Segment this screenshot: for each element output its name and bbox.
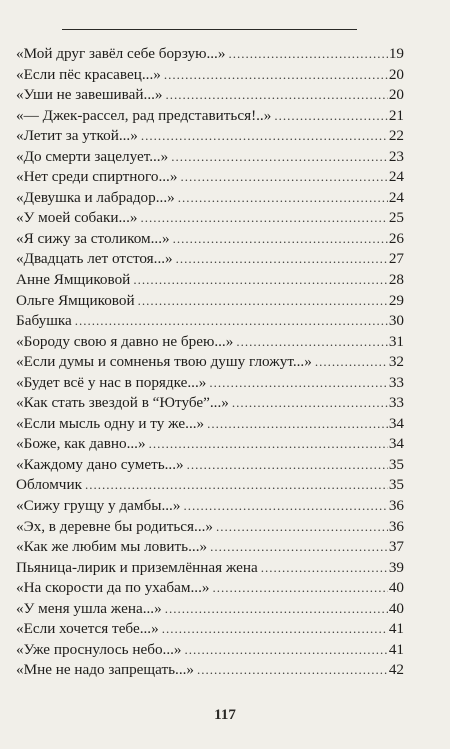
toc-entry-title: «Если пёс красавец...» (16, 65, 161, 83)
toc-entry-page: 20 (388, 65, 404, 83)
toc-entry (16, 126, 404, 147)
toc-entry (16, 455, 404, 476)
toc-entry-page: 28 (388, 271, 404, 289)
toc-entry-title: «Если хочется тебе...» (16, 620, 159, 638)
toc-entry-page: 26 (388, 229, 404, 247)
toc-entry-title: Бабушка (16, 312, 72, 330)
toc-entry (16, 475, 404, 496)
toc-entry-title: «Уже проснулось небо...» (16, 640, 182, 658)
toc-entry (16, 147, 404, 168)
toc-entry-page: 36 (388, 497, 404, 515)
toc-entry-page: 19 (388, 45, 404, 62)
dot-leader (180, 167, 387, 188)
toc-entry-page: 24 (388, 188, 404, 206)
toc-entry (16, 311, 404, 332)
toc-entry-title: «Девушка и лабрадор...» (16, 188, 175, 206)
toc-entry-page: 34 (388, 414, 404, 432)
toc-entry (16, 106, 404, 127)
toc-entry-title: «Если думы и сомненья твою душу гложут...» (16, 353, 312, 371)
toc-entry (16, 352, 404, 373)
toc-entry-page: 33 (388, 373, 404, 391)
dot-leader (141, 126, 388, 147)
dot-leader (162, 619, 388, 640)
toc-entry-page: 27 (388, 250, 404, 268)
dot-leader (176, 249, 388, 270)
toc-entry-title: «Мой друг завёл себе борзую...» (16, 45, 226, 62)
toc-entry-title: «Бороду свою я давно не брею...» (16, 332, 234, 350)
toc-entry (16, 249, 404, 270)
dot-leader (178, 188, 388, 209)
toc-entry-title: «Уши не завешивай...» (16, 86, 163, 104)
header-rule (62, 29, 357, 30)
toc-entry-page: 37 (388, 538, 404, 556)
toc-entry (16, 167, 404, 188)
toc-entry (16, 291, 404, 312)
toc-entry-title: «Я сижу за столиком...» (16, 229, 170, 247)
toc-entry-title: «Будет всё у нас в порядке...» (16, 373, 207, 391)
toc-entry-page: 39 (388, 558, 404, 576)
dot-leader (232, 393, 388, 414)
page-number: 117 (214, 707, 236, 723)
toc-entry-page: 35 (388, 455, 404, 473)
toc-entry-title: «Летит за уткой...» (16, 127, 138, 145)
toc-entry (16, 229, 404, 250)
toc-entry-title: Анне Ямщиковой (16, 271, 131, 289)
toc-entry-page: 25 (388, 209, 404, 227)
toc-entry-page: 36 (388, 517, 404, 535)
dot-leader (171, 147, 388, 168)
toc-entry-title: Обломчик (16, 476, 82, 494)
toc-entry-page: 22 (388, 127, 404, 145)
toc-entry-page: 31 (388, 332, 404, 350)
toc-entry-title: «Мне не надо запрещать...» (16, 661, 195, 679)
toc-entry (16, 640, 404, 661)
toc-entry (16, 599, 404, 620)
toc-entry (16, 578, 404, 599)
dot-leader (261, 558, 388, 579)
toc-entry (16, 496, 404, 517)
dot-leader (228, 44, 387, 65)
toc-entry (16, 414, 404, 435)
toc-entry-title: «Каждому дано суметь...» (16, 455, 184, 473)
dot-leader (187, 455, 388, 476)
toc-entry-title: «На скорости да по ухабам...» (16, 579, 210, 597)
toc-entry-title: «Как стать звездой в “Ютубе”...» (16, 394, 229, 412)
dot-leader (236, 332, 387, 353)
toc-entry (16, 434, 404, 455)
toc-entry (16, 660, 404, 681)
table-of-contents (16, 44, 404, 681)
dot-leader (210, 537, 388, 558)
toc-entry-page: 24 (388, 168, 404, 186)
toc-entry-page: 32 (388, 353, 404, 371)
toc-entry-page: 40 (388, 599, 404, 617)
toc-entry-page: 35 (388, 476, 404, 494)
toc-entry-title: «Боже, как давно...» (16, 435, 146, 453)
dot-leader (141, 208, 388, 229)
dot-leader (213, 578, 388, 599)
toc-entry-page: 41 (388, 640, 404, 658)
toc-entry (16, 619, 404, 640)
dot-leader (185, 640, 388, 661)
dot-leader (133, 270, 387, 291)
dot-leader (207, 414, 388, 435)
toc-entry-title: «У моей собаки...» (16, 209, 138, 227)
toc-entry (16, 65, 404, 86)
toc-entry (16, 332, 404, 353)
toc-entry-page: 21 (388, 106, 404, 124)
toc-entry (16, 208, 404, 229)
toc-entry-page: 20 (388, 86, 404, 104)
toc-entry (16, 393, 404, 414)
toc-entry (16, 44, 404, 65)
toc-entry-title: «Эх, в деревне бы родиться...» (16, 517, 214, 535)
dot-leader (183, 496, 387, 517)
dot-leader (197, 660, 388, 681)
toc-entry-title: «Если мысль одну и ту же...» (16, 414, 205, 432)
toc-entry-page: 40 (388, 579, 404, 597)
toc-entry-page: 30 (388, 312, 404, 330)
toc-entry (16, 558, 404, 579)
dot-leader (75, 311, 388, 332)
toc-entry (16, 537, 404, 558)
toc-entry-title: «Как же любим мы ловить...» (16, 538, 208, 556)
dot-leader (165, 599, 388, 620)
toc-entry-title: «— Джек-рассел, рад представиться!..» (16, 106, 272, 124)
toc-entry-page: 34 (388, 435, 404, 453)
dot-leader (138, 291, 388, 312)
dot-leader (164, 65, 388, 86)
toc-entry-title: Пьяница-лирик и приземлённая жена (16, 558, 258, 576)
dot-leader (209, 373, 387, 394)
toc-entry-page: 33 (388, 394, 404, 412)
toc-entry (16, 188, 404, 209)
toc-entry-page: 42 (388, 661, 404, 679)
dot-leader (315, 352, 388, 373)
toc-entry-title: «У меня ушла жена...» (16, 599, 162, 617)
toc-entry-title: «Сижу грущу у дамбы...» (16, 497, 181, 515)
toc-entry-page: 29 (388, 291, 404, 309)
dot-leader (274, 106, 388, 127)
dot-leader (173, 229, 388, 250)
toc-entry (16, 85, 404, 106)
toc-entry (16, 517, 404, 538)
dot-leader (166, 85, 388, 106)
dot-leader (85, 475, 388, 496)
toc-entry (16, 373, 404, 394)
dot-leader (149, 434, 388, 455)
toc-entry-title: «Двадцать лет отстоя...» (16, 250, 173, 268)
toc-entry-title: «Нет среди спиртного...» (16, 168, 178, 186)
toc-entry-page: 41 (388, 620, 404, 638)
toc-entry-page: 23 (388, 147, 404, 165)
toc-entry-title: Ольге Ямщиковой (16, 291, 135, 309)
toc-entry (16, 270, 404, 291)
toc-entry-title: «До смерти зацелует...» (16, 147, 169, 165)
dot-leader (216, 517, 388, 538)
